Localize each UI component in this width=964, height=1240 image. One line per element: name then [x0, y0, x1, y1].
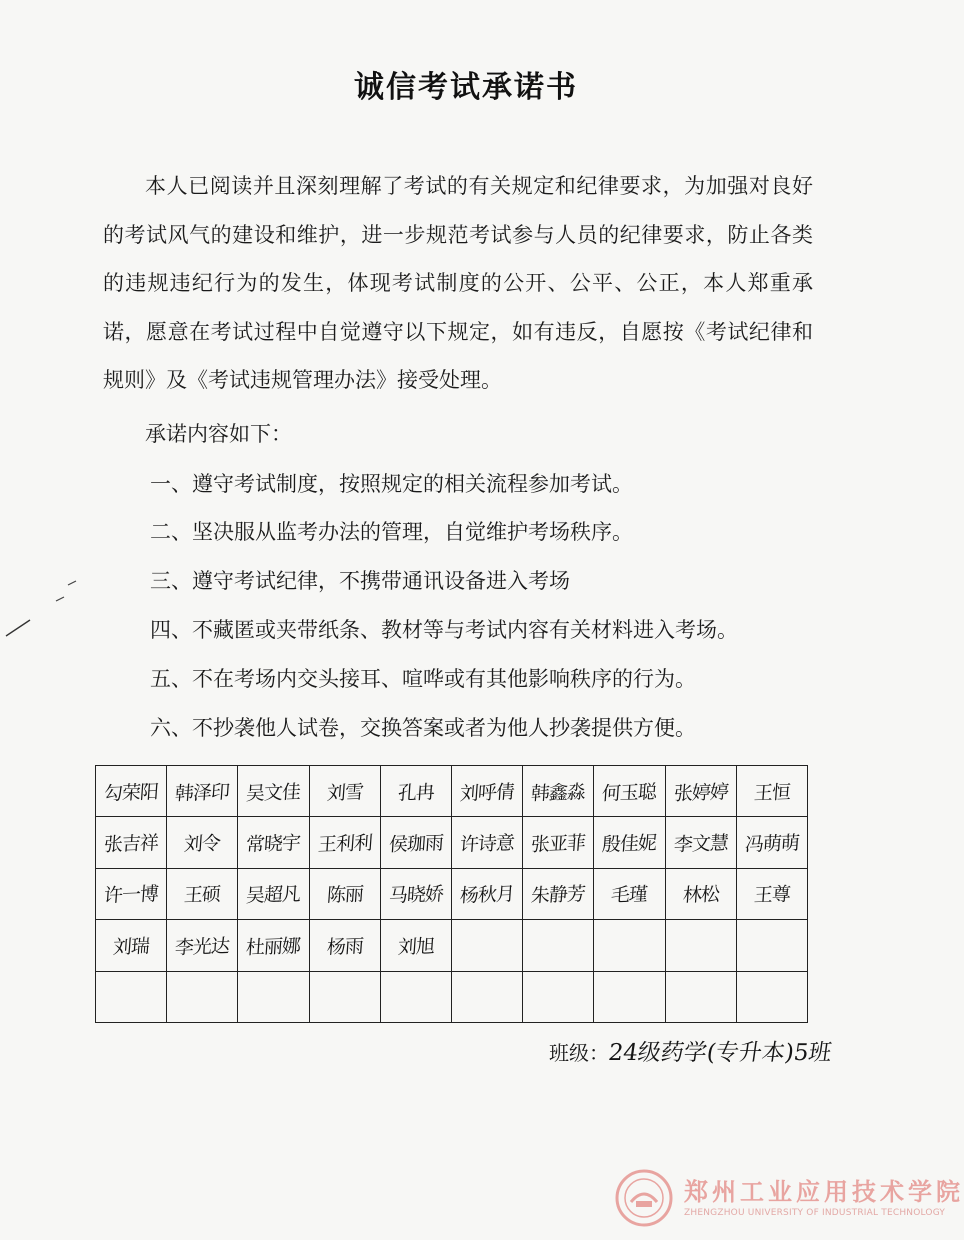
rule-item-4: 四、不藏匿或夹带纸条、教材等与考试内容有关材料进入考场。	[150, 618, 738, 642]
pledge-paragraph: 本人已阅读并且深刻理解了考试的有关规定和纪律要求，为加强对良好的考试风气的建设和维护，进一步规范考试参与人员的纪律要求，防止各类的违规违纪行为的发生，体现考试制度的公开、公平、公正，本人郑重承诺，愿意在考试过程中自觉遵守以下规定，如有违反，自愿按《考试纪律和规则》及《考试违规管理办法》接受处理。	[103, 174, 813, 392]
signature-name: 张亚菲	[530, 832, 586, 857]
signature-cell	[96, 766, 167, 817]
signature-name: 冯萌萌	[743, 832, 800, 857]
signature-name: 刘呼倩	[459, 780, 515, 805]
signature-cell	[665, 920, 736, 971]
signature-name: 张婷婷	[672, 780, 729, 805]
signature-name: 李文慧	[672, 832, 729, 857]
signature-name: 李光达	[174, 934, 230, 959]
signature-cell	[380, 868, 451, 919]
signature-row	[96, 920, 808, 971]
signature-name: 王硕	[183, 883, 221, 908]
signature-cell	[238, 766, 309, 817]
pledge-intro: 承诺内容如下：	[145, 422, 292, 446]
signature-table	[95, 765, 808, 1023]
watermark-name-cn: 郑州工业应用技术学院	[684, 1177, 964, 1206]
signature-cell	[96, 920, 167, 971]
signature-name: 杨秋月	[459, 883, 515, 908]
signature-cell	[594, 817, 665, 868]
signature-name: 韩泽印	[174, 780, 230, 805]
class-line	[549, 1034, 832, 1067]
signature-cell	[523, 817, 594, 868]
signature-cell	[96, 868, 167, 919]
signature-cell	[380, 920, 451, 971]
signature-row	[96, 766, 808, 817]
signature-name: 陈丽	[325, 883, 364, 908]
signature-name: 毛瑾	[610, 883, 649, 908]
signature-cell	[238, 817, 309, 868]
signature-name: 王利利	[316, 832, 373, 857]
signature-name: 马晓娇	[387, 883, 444, 908]
signature-cell	[309, 817, 380, 868]
signature-name: 王恒	[752, 781, 791, 805]
signature-cell	[309, 971, 380, 1022]
signature-name: 韩鑫淼	[530, 780, 586, 805]
signature-cell	[309, 868, 380, 919]
signature-cell	[167, 766, 238, 817]
signature-cell	[451, 920, 522, 971]
signature-cell	[167, 817, 238, 868]
class-value: 24级药学(专升本)5班	[606, 1040, 834, 1066]
signature-name: 刘令	[183, 832, 221, 856]
signature-name: 杜丽娜	[245, 934, 302, 959]
signature-cell	[96, 971, 167, 1022]
watermark-name-en: ZHENGZHOU UNIVERSITY OF INDUSTRIAL TECHNOLOGY	[684, 1208, 946, 1218]
signature-name: 吴超凡	[245, 883, 302, 908]
signature-cell	[665, 971, 736, 1022]
signature-name: 杨雨	[325, 935, 364, 959]
signature-row	[96, 817, 808, 868]
signature-name: 刘雪	[325, 781, 364, 805]
signature-cell	[736, 920, 807, 971]
signature-cell	[167, 868, 238, 919]
signature-cell	[380, 766, 451, 817]
university-seal-icon	[614, 1168, 674, 1228]
signature-cell	[736, 971, 807, 1022]
signature-cell	[523, 766, 594, 817]
signature-cell	[523, 971, 594, 1022]
signature-name: 何玉聪	[601, 780, 658, 805]
signature-name: 刘旭	[396, 935, 435, 959]
signature-cell	[309, 920, 380, 971]
signature-name: 勾荣阳	[103, 780, 159, 805]
signature-cell	[238, 920, 309, 971]
signature-cell	[96, 817, 167, 868]
signature-name: 许诗意	[459, 832, 515, 857]
signature-name: 王尊	[752, 883, 791, 908]
signature-name: 殷佳妮	[601, 832, 658, 857]
signature-cell	[523, 920, 594, 971]
university-watermark	[614, 1168, 964, 1228]
signature-cell	[451, 817, 522, 868]
signature-cell	[380, 971, 451, 1022]
signature-cell	[238, 971, 309, 1022]
signature-cell	[451, 971, 522, 1022]
rule-item-6: 六、不抄袭他人试卷，交换答案或者为他人抄袭提供方便。	[150, 716, 696, 740]
signature-name: 侯珈雨	[387, 832, 444, 857]
rule-item-5: 五、不在考场内交头接耳、喧哗或有其他影响秩序的行为。	[150, 667, 696, 691]
rule-item-3: 三、遵守考试纪律，不携带通讯设备进入考场	[150, 569, 570, 593]
signature-cell	[167, 971, 238, 1022]
signature-cell	[380, 817, 451, 868]
signature-name: 许一博	[103, 883, 159, 908]
signature-cell	[451, 766, 522, 817]
signature-cell	[167, 920, 238, 971]
signature-cell	[736, 868, 807, 919]
signature-cell	[665, 868, 736, 919]
margin-pen-marks	[0, 0, 120, 700]
signature-cell	[523, 868, 594, 919]
signature-cell	[594, 766, 665, 817]
class-label: 班级：	[549, 1041, 609, 1065]
signature-row	[96, 868, 808, 919]
signature-cell	[594, 868, 665, 919]
signature-cell	[665, 766, 736, 817]
signature-row	[96, 971, 808, 1022]
signature-name: 张吉祥	[103, 832, 159, 857]
signature-cell	[736, 766, 807, 817]
signature-name: 常晓宇	[245, 832, 302, 857]
signature-cell	[451, 868, 522, 919]
signature-cell	[238, 868, 309, 919]
signature-name: 林松	[681, 883, 720, 908]
signature-cell	[736, 817, 807, 868]
signature-cell	[594, 971, 665, 1022]
signature-cell	[309, 766, 380, 817]
signature-cell	[594, 920, 665, 971]
document-title: 诚信考试承诺书	[354, 70, 578, 105]
signature-name: 吴文佳	[245, 780, 302, 805]
signature-name: 刘瑞	[112, 935, 150, 959]
signature-cell	[665, 817, 736, 868]
rule-item-1: 一、遵守考试制度，按照规定的相关流程参加考试。	[150, 472, 633, 496]
signature-name: 孔冉	[396, 781, 435, 805]
rule-item-2: 二、坚决服从监考办法的管理，自觉维护考场秩序。	[150, 520, 633, 544]
signature-name: 朱静芳	[530, 883, 586, 908]
